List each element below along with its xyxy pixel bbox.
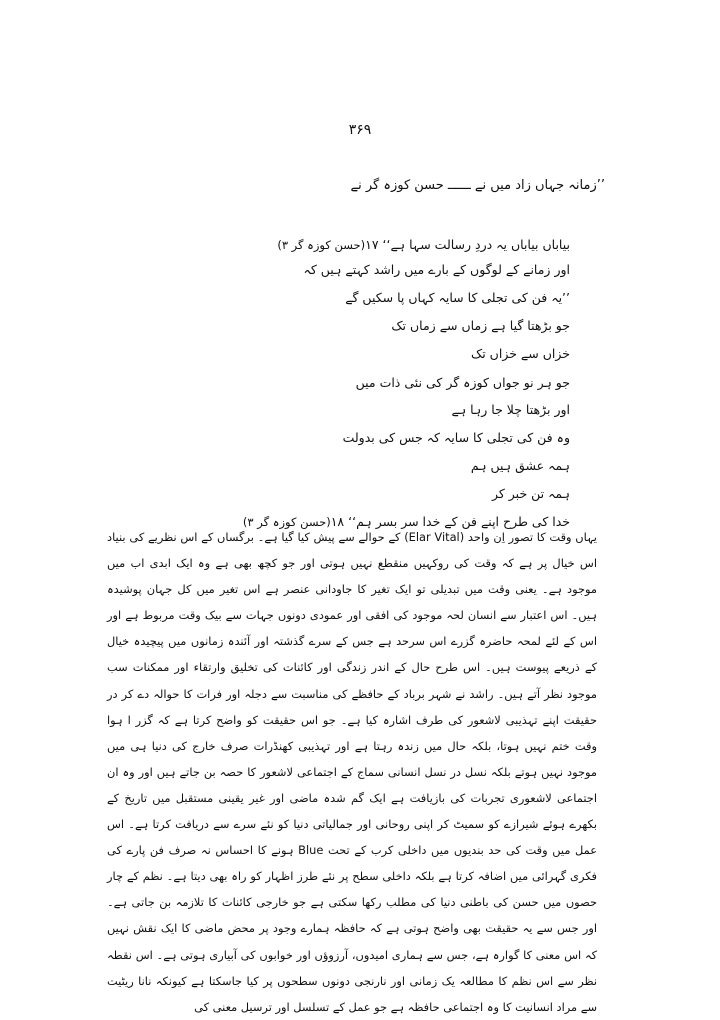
verse-line: جو ہر نو جواں کوزہ گر کی نئی ذات میں	[355, 375, 570, 390]
verse-line: وہ فن کی تجلی کا سایہ کہ جس کی بدولت	[342, 430, 570, 445]
poem-heading: ’’زمانہ جہاں زاد میں نے ــــــ حسن کوزہ گر نے	[350, 178, 605, 193]
verse-line: ہمہ عشق ہیں ہم	[470, 458, 570, 473]
verse-line: خزاں سے خزاں تک	[471, 346, 570, 361]
body-paragraph: یہاں وقت کا تصور اِن واحد (Elar Vital) کے حوالے سے پیش کیا گیا ہے۔ برگساں کے اس نظریے کی بنیاد اس خیال پر ہے کہ وقت کی روکہیں منقطع نہیں ہوتی اور جو کچھ بھی ہے وہ ایک ابدی اب میں موجود ہے۔ یعنی وقت میں تبدیلی تو ایک تغیر کا جاودانی عنصر ہے اس تغیر میں کل جہان پوشیدہ ہیں۔ اس اعتبار سے انسان لحہ موجود کی افقی اور عمودی دونوں جہات سے بیک وقت مربوط ہے اور اس کے لئے لمحہ حاضرہ گزرے اس سرحد ہے جس کے سرے گذشتہ اور آئندہ زمانوں میں پیچیدہ خیال کے ذریعے پیوست ہیں۔ اس طرح حال کے اندر زندگی اور کائنات کی تخلیق وارتقاء اور ممکنات سب موجود نظر آتے ہیں۔ راشد نے شہر برباد کے حافظے کی مناسبت سے دجلہ اور فرات کا حوالہ دے کر در حقیقت اپنے تہذیبی لاشعور کی طرف اشارہ کیا ہے۔ جو اس حقیقت کو واضح کرتا ہے کہ گزر ا ہوا وقت ختم نہیں ہوتا، بلکہ حال میں زندہ رہتا ہے اور تہذیبی کھنڈرات صرف خارج کی دنیا ہی میں موجود نہیں ہوتے بلکہ نسل در نسل انسانی سماج کے اجتماعی لاشعور کا حصہ بن جاتے ہیں اور وہ ان اجتماعی لاشعوری تجربات کی بازیافت ہے ایک گم شدہ ماضی اور غیر یقینی مستقبل میں تاریخ کے بکھرے ہوئے شیرازے کو سمیٹ کر اپنی روحانی اور جمالیاتی دنیا کو نئے سرے سے دریافت کرتا ہے۔ اس عمل میں وقت کی حد بندیوں میں داخلی کرب کے تحت Blue ہونے کا احساس نہ صرف فن پارے کی فکری گہرائی میں اضافہ کرتا ہے بلکہ داخلی سطح پر نئے طرز اظہار کو راہ بھی دیتا ہے۔ نظم کے چار حصوں میں حسن کی باطنی دنیا کی مطلب رکھا سکتی ہے جو خارجی کائنات کا تلازمہ بن جاتی ہے۔ اور جس سے یہ حقیقت بھی واضح ہوتی ہے کہ حافظہ ہمارے وجود پر محض ماضی کا ایک نقش نہیں کہ اس معنی کا گوارہ ہے، جس سے ہماری امیدوں، آرزوؤں اور خوابوں کی آبیاری ہوتی ہے۔ اس نقطہ نظر سے اس نظم کا مطالعہ یک زمانی اور نارنجی دونوں سطحوں پر کیا جاسکتا ہے کیونکہ نانا ریٹیت سے مراد انسانیت کا وہ اجتماعی حافظہ ہے جو عمل کے تسلسل اور ترسیل معنی کی	[107, 530, 598, 1014]
verse-citation: (حسن کوزہ گر ۳)	[242, 515, 331, 529]
verse-line: اور بڑھتا چلا جا رہا ہے	[451, 402, 570, 417]
page-number: ۳۶۹	[348, 122, 372, 138]
verse-line: جو بڑھتا گیا ہے زماں سے زماں تک	[391, 318, 570, 333]
verse-line	[277, 237, 570, 253]
verse-citation: (حسن کوزہ گر ۳)	[277, 238, 366, 252]
verse-line: اور زمانے کے لوگوں کے بارے میں راشد کہتے ہیں کہ	[303, 262, 570, 277]
verse-text: خدا کی طرح اپنے فن کے خدا سر بسر ہم‘‘ ۱۸	[330, 514, 570, 529]
verse-line: ’’یہ فن کی تجلی کا سایہ کہاں پا سکیں گے	[345, 290, 570, 305]
verse-line: ہمہ تن خبر کر	[491, 486, 570, 501]
verse-text: بیاباں بیاباں یہ دردِ رسالت سہا ہے‘‘ ۱۷	[365, 237, 570, 252]
